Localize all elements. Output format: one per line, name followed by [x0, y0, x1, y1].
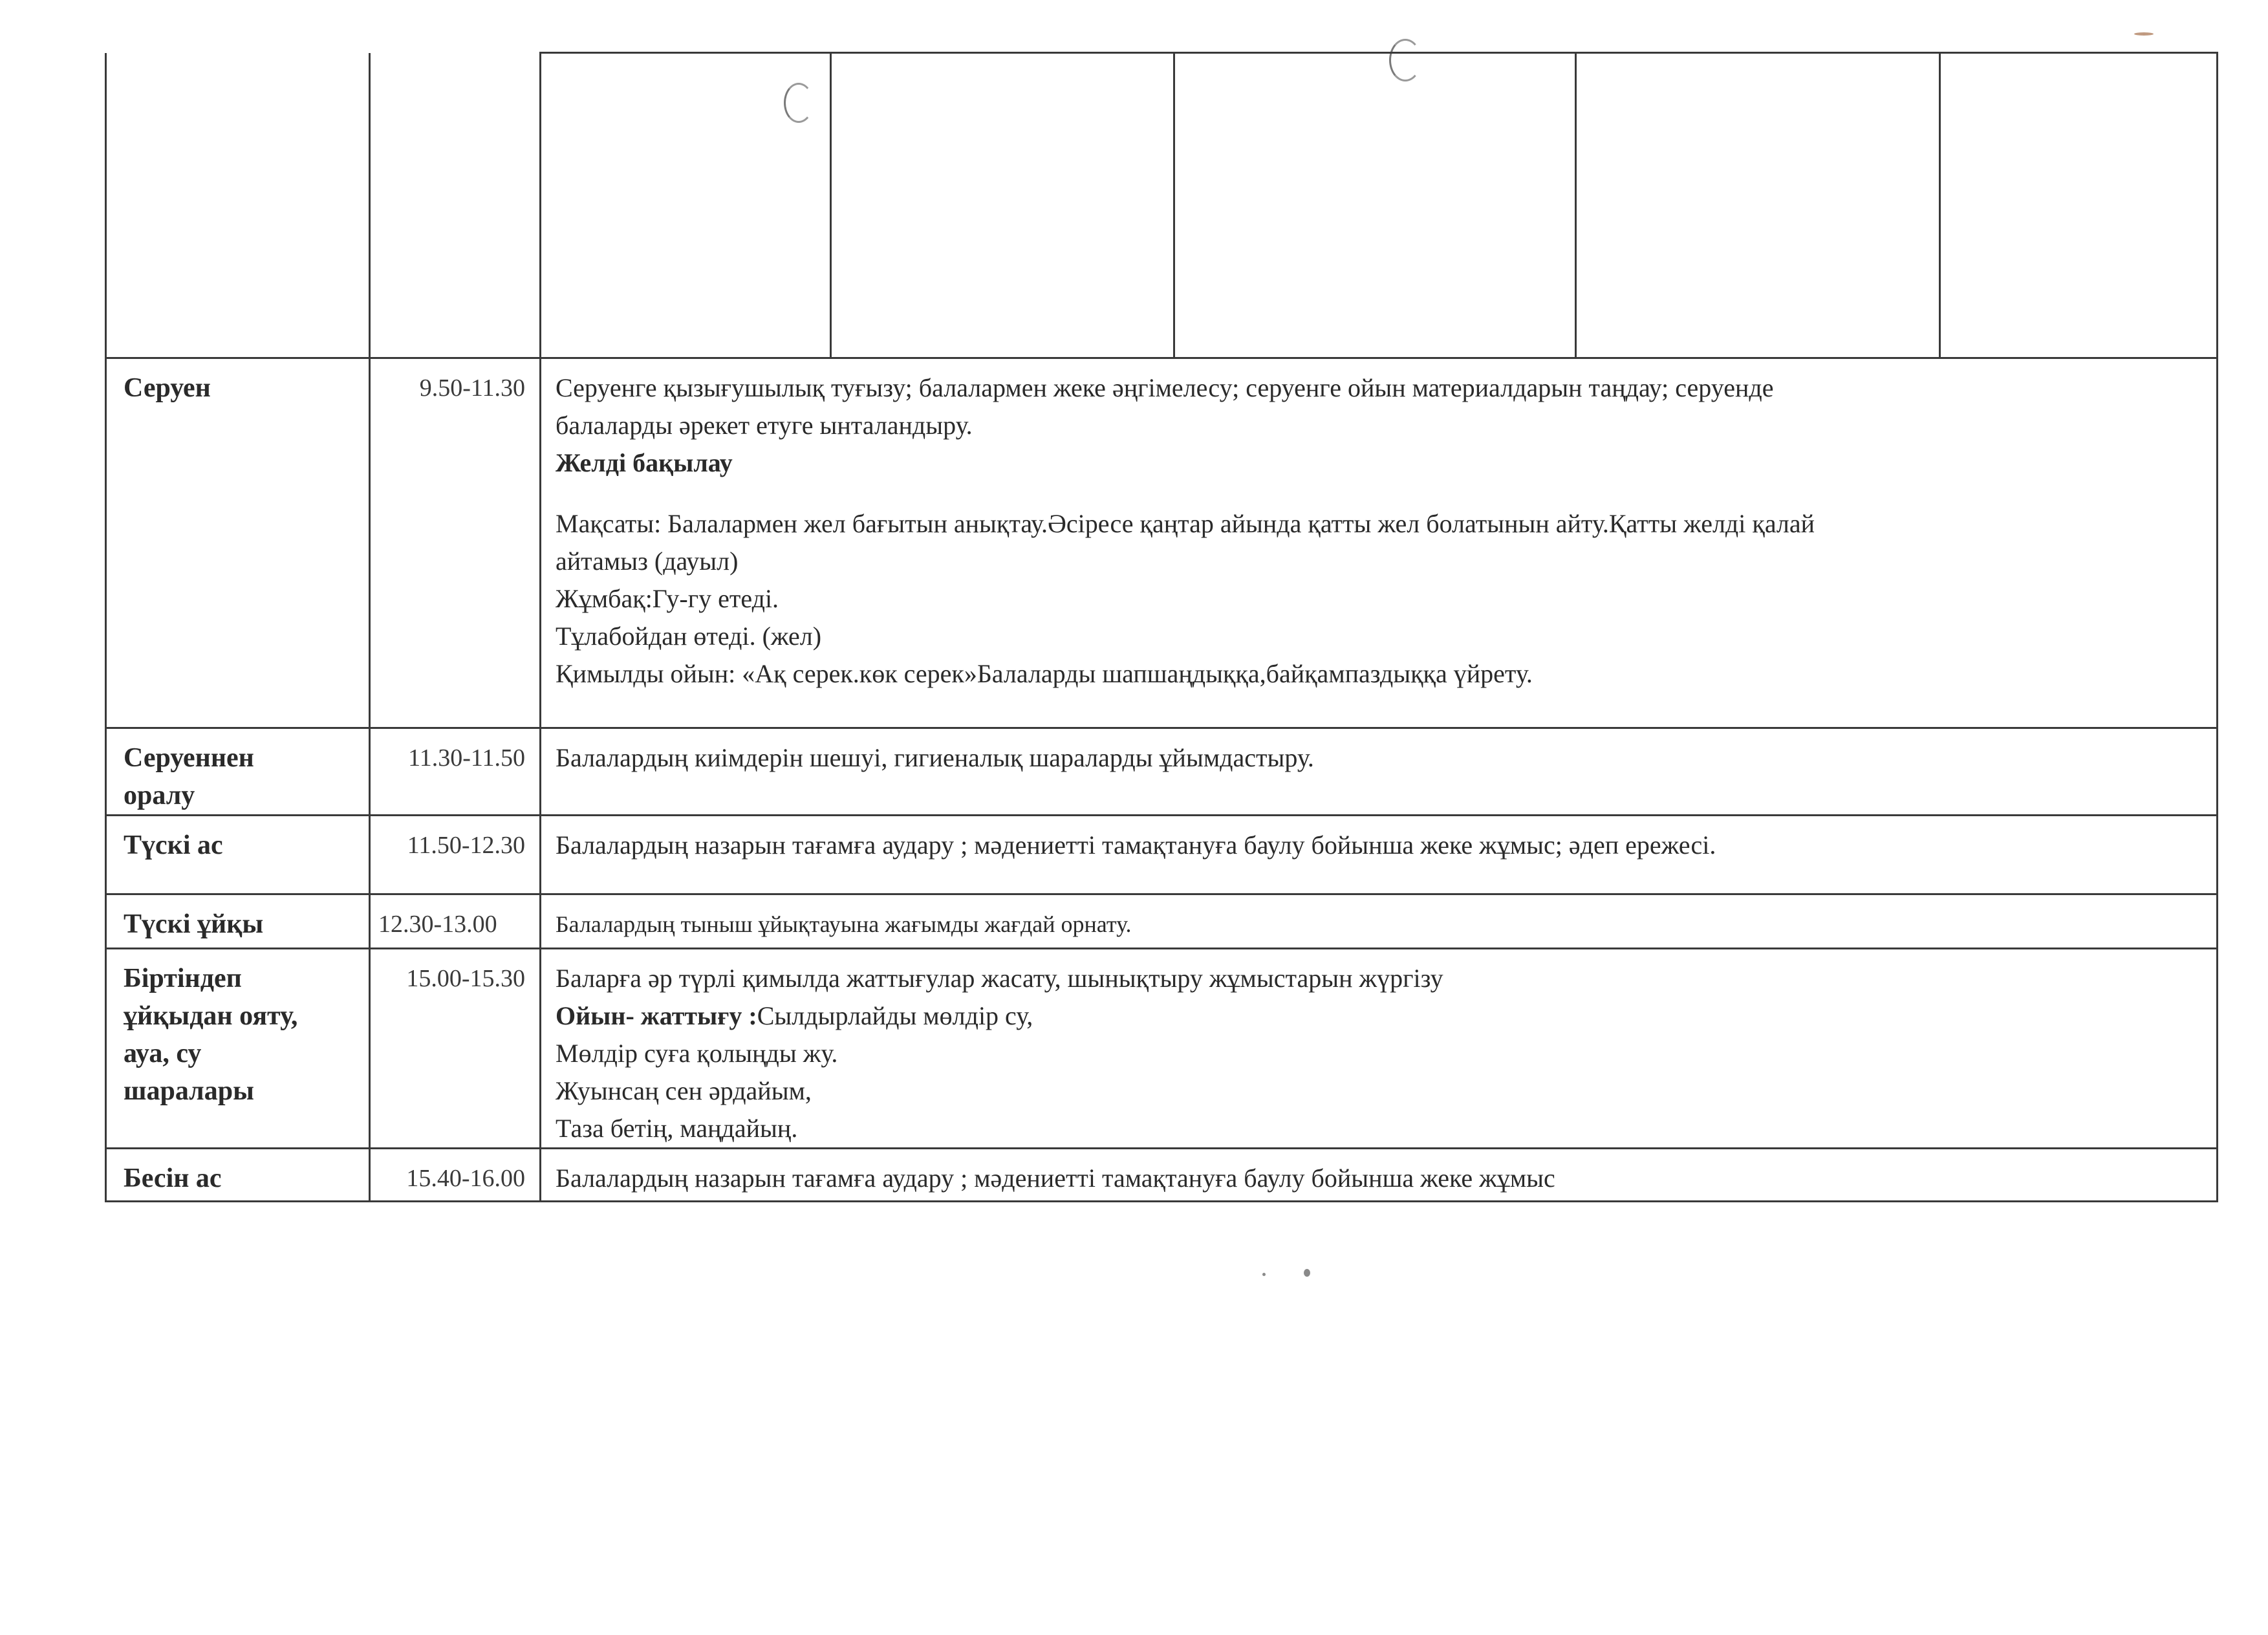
- content-line: Жуынсаң сен әрдайым,: [556, 1076, 812, 1105]
- empty-cell: [541, 54, 831, 357]
- empty-cell-group: [541, 53, 2218, 358]
- content-cell: [541, 1149, 2218, 1202]
- content-heading: Желді бақылау: [556, 448, 733, 477]
- content-line: Баларға әр түрлі қимылда жаттығулар жасату, шынықтыру жұмыстарын жүргізу: [556, 964, 1443, 993]
- table-row: [106, 53, 2218, 358]
- activity-cell: [106, 894, 370, 949]
- activity-cell: [106, 949, 370, 1149]
- activity-label: шаралары: [124, 1076, 254, 1106]
- empty-cell: [106, 53, 370, 358]
- table-row: [106, 358, 2218, 728]
- activity-label: Бесін ас: [124, 1164, 222, 1193]
- daily-schedule-table: [105, 52, 2218, 1202]
- game-text: Сылдырлайды мөлдір су,: [757, 1001, 1033, 1030]
- content-line: Балалардың назарын тағамға аудару ; мәдениетті тамақтануға баулу бойынша жеке жұмыс; әдеп ережесі.: [556, 830, 1716, 860]
- activity-cell: [106, 816, 370, 894]
- time-cell: [370, 949, 541, 1149]
- activity-cell: [106, 1149, 370, 1202]
- content-line: Балалардың назарын тағамға аудару ; мәдениетті тамақтануға баулу бойынша жеке жұмыс: [556, 1164, 1555, 1193]
- time-label: 15.00-15.30: [406, 965, 525, 992]
- content-cell: [541, 358, 2218, 728]
- inner-columns: [541, 54, 2216, 357]
- empty-cell: [1174, 54, 1576, 357]
- time-label: 15.40-16.00: [406, 1165, 525, 1192]
- content-cell: [541, 894, 2218, 949]
- content-line: Тұлабойдан өтеді. (жел): [556, 622, 822, 651]
- time-label: 12.30-13.00: [378, 911, 497, 938]
- table-row: [106, 728, 2218, 816]
- content-line: айтамыз (дауыл): [556, 547, 739, 576]
- time-cell: [370, 728, 541, 816]
- content-cell: [541, 728, 2218, 816]
- time-cell: [370, 1149, 541, 1202]
- time-cell: [370, 358, 541, 728]
- time-cell: [370, 894, 541, 949]
- content-cell: [541, 949, 2218, 1149]
- activity-cell: [106, 728, 370, 816]
- time-label: 9.50-11.30: [419, 374, 525, 402]
- time-label: 11.30-11.50: [408, 744, 525, 772]
- game-label: Ойын- жаттығу :: [556, 1001, 757, 1030]
- scan-speck: [1262, 1273, 1266, 1276]
- content-line: Мөлдір суға қолыңды жу.: [556, 1039, 838, 1068]
- activity-label: Серуеннен: [124, 743, 254, 773]
- content-line: Мақсаты: Балалармен жел бағытын анықтау.Әсіресе қаңтар айында қатты жел болатынын айту.Қатты желді қалай: [556, 509, 1815, 538]
- activity-label: Біртіндеп: [124, 964, 242, 993]
- table-row: [106, 1149, 2218, 1202]
- empty-cell: [831, 54, 1174, 357]
- content-line: Балалардың тыныш ұйықтауына жағымды жағдай орнату.: [556, 911, 1132, 937]
- scan-speck: [2134, 32, 2154, 36]
- activity-label: ауа, су: [124, 1039, 202, 1068]
- activity-label: Түскі ас: [124, 830, 223, 860]
- content-line: [556, 997, 2203, 1035]
- activity-cell: [106, 358, 370, 728]
- table-row: [106, 816, 2218, 894]
- activity-label: оралу: [124, 781, 195, 810]
- time-label: 11.50-12.30: [407, 832, 525, 859]
- empty-cell: [370, 53, 541, 358]
- content-line: Қимылды ойын: «Ақ серек.көк серек»Балаларды шапшаңдыққа,байқампаздыққа үйрету.: [556, 659, 1533, 688]
- time-cell: [370, 816, 541, 894]
- table-row: [106, 949, 2218, 1149]
- content-line: Серуенге қызығушылық туғызу; балалармен жеке әңгімелесу; серуенге ойын материалдарын таңдау; серуенде: [556, 373, 1774, 402]
- content-line: Жұмбақ:Гу-гу етеді.: [556, 584, 779, 613]
- activity-label: Серуен: [124, 373, 211, 403]
- activity-label: Түскі ұйқы: [124, 909, 264, 939]
- activity-label: ұйқыдан ояту,: [124, 1001, 298, 1031]
- empty-cell: [1576, 54, 1940, 357]
- table-row: [106, 894, 2218, 949]
- content-cell: [541, 816, 2218, 894]
- content-line: Балалардың киімдерін шешуі, гигиеналық шараларды ұйымдастыру.: [556, 743, 1314, 772]
- scan-speck: [1304, 1269, 1310, 1277]
- empty-cell: [1940, 54, 2217, 357]
- content-line: балаларды әрекет етуге ынталандыру.: [556, 411, 973, 440]
- content-line: Таза бетің, маңдайың.: [556, 1114, 798, 1143]
